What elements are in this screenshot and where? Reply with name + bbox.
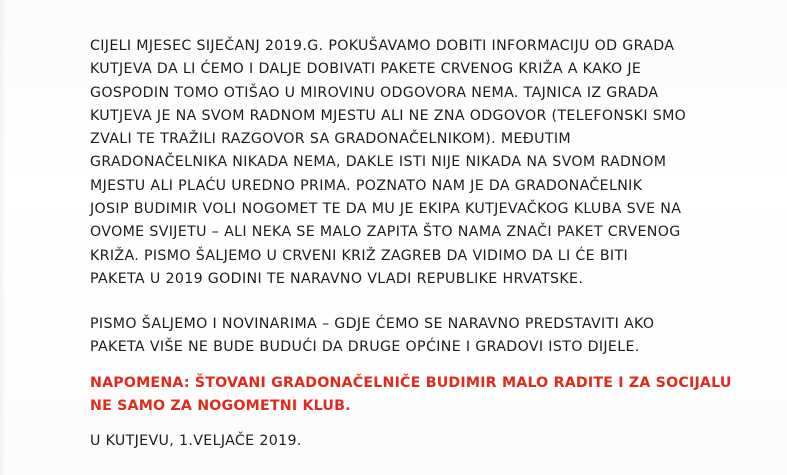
signature-line: U KUTJEVU, 1.VELJAČE 2019.	[90, 433, 302, 449]
note-line: NAPOMENA: ŠTOVANI GRADONAČELNIČE BUDIMIR MALO RADITE I ZA SOCIJALU	[90, 375, 732, 391]
paragraph-line: ZVALI TE TRAŽILI RAZGOVOR SA GRADONAČELNIKOM). MEĐUTIM	[90, 131, 571, 148]
letter-note	[90, 372, 732, 419]
paragraph-line: JOSIP BUDIMIR VOLI NOGOMET TE DA MU JE EKIPA KUTJEVAČKOG KLUBA SVE NA	[90, 201, 682, 218]
paragraph-line: KRIŽA. PISMO ŠALJEMO U CRVENI KRIŽ ZAGREB DA VIDIMO DA LI ĆE BITI	[90, 247, 629, 264]
letter-signature	[90, 430, 710, 453]
paragraph-line: KUTJEVA DA LI ĆEMO I DALJE DOBIVATI PAKETE CRVENOG KRIŽA A KAKO JE	[90, 61, 642, 78]
paragraph-line: PISMO ŠALJEMO I NOVINARIMA – GDJE ĆEMO SE NARAVNO PREDSTAVITI AKO	[90, 316, 655, 332]
note-line: NE SAMO ZA NOGOMETNI KLUB.	[90, 398, 351, 415]
paragraph-line: CIJELI MJESEC SIJEČANJ 2019.G. POKUŠAVAMO DOBITI INFORMACIJU OD GRADA	[90, 38, 675, 54]
page-edge-shadow	[0, 0, 6, 475]
paragraph-line: PAKETA VIŠE NE BUDE BUDUĆI DA DRUGE OPĆINE I GRADOVI ISTO DIJELE.	[90, 339, 640, 356]
paragraph-line: MJESTU ALI PLAĆU UREDNO PRIMA. POZNATO NAM JE DA GRADONAČELNIK	[90, 177, 643, 194]
paragraph-line: PAKETA U 2019 GODINI TE NARAVNO VLADI REPUBLIKE HRVATSKE.	[90, 270, 584, 287]
letter-paragraph-1	[90, 35, 710, 291]
paragraph-line: GOSPODIN TOMO OTIŠAO U MIROVINU ODGOVORA NEMA. TAJNICA IZ GRADA	[90, 84, 659, 101]
paragraph-line: OVOME SVIJETU – ALI NEKA SE MALO ZAPITA ŠTO NAMA ZNAČI PAKET CRVENOG	[90, 224, 681, 241]
letter-paragraph-2	[90, 313, 710, 360]
paragraph-line: GRADONAČELNIKA NIKADA NEMA, DAKLE ISTI NIJE NIKADA NA SVOM RADNOM	[90, 154, 667, 171]
paragraph-line: KUTJEVA JE NA SVOM RADNOM MJESTU ALI NE ZNA ODGOVOR (TELEFONSKI SMO	[90, 107, 687, 124]
